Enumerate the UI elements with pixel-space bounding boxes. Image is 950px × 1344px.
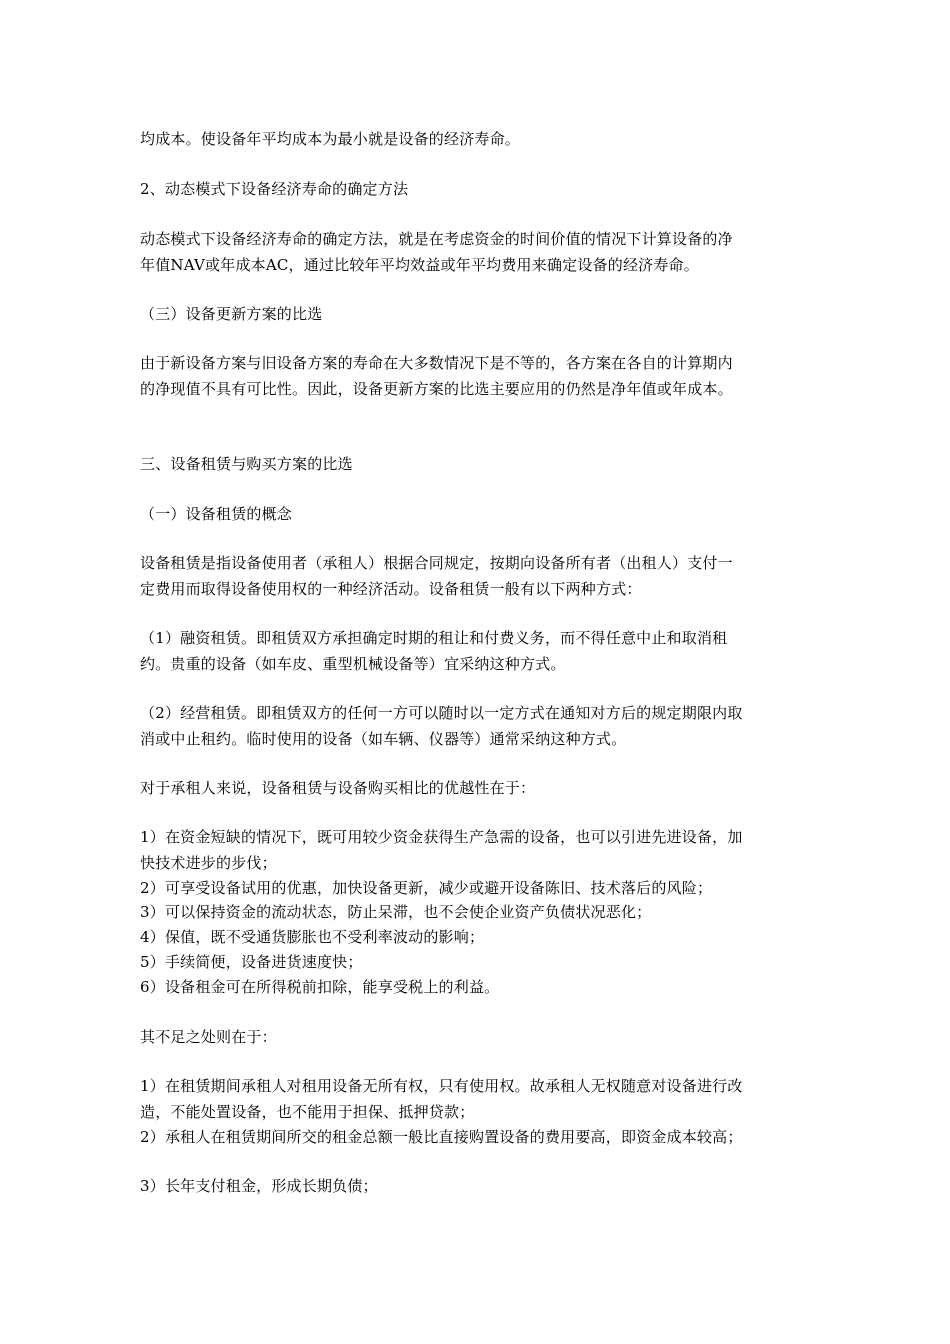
paragraph-line: 约。贵重的设备（如车皮、重型机械设备等）宜采纳这种方式。 — [140, 655, 566, 673]
paragraph-line: 设备租赁是指设备使用者（承租人）根据合同规定，按期向设备所有者（出租人）支付一 — [140, 554, 733, 572]
list-item: 3）可以保持资金的流动状态，防止呆滞，也不会使企业资产负债状况恶化； — [140, 903, 652, 921]
paragraph-line: （1）融资租赁。即租赁双方承担确定时期的租让和付费义务，而不得任意中止和取消租 — [140, 629, 728, 647]
paragraph-line: 消或中止租约。临时使用的设备（如车辆、仪器等）通常采纳这种方式。 — [140, 730, 627, 748]
paragraph-line: （2）经营租赁。即租赁双方的任何一方可以随时以一定方式在通知对方后的规定期限内取 — [140, 704, 743, 722]
list-item: 快技术进步的步伐； — [140, 854, 277, 872]
paragraph-line: 动态模式下设备经济寿命的确定方法，就是在考虑资金的时间价值的情况下计算设备的净 — [140, 230, 733, 248]
list-item: 造，不能处置设备，也不能用于担保、抵押贷款； — [140, 1103, 475, 1121]
list-item: 6）设备租金可在所得税前扣除，能享受税上的利益。 — [140, 978, 500, 996]
paragraph-line: 对于承租人来说，设备租赁与设备购买相比的优越性在于： — [140, 779, 536, 797]
section-heading: 三、设备租赁与购买方案的比选 — [140, 455, 353, 473]
paragraph-line: 年值NAV或年成本AC，通过比较年平均效益或年平均费用来确定设备的经济寿命。 — [140, 256, 699, 274]
list-item: 3）长年支付租金，形成长期负债； — [140, 1177, 378, 1195]
list-item: 1）在租赁期间承租人对租用设备无所有权，只有使用权。故承租人无权随意对设备进行改 — [140, 1077, 743, 1095]
paragraph-line: 的净现值不具有可比性。因此，设备更新方案的比选主要应用的仍然是净年值或年成本。 — [140, 380, 733, 398]
list-item: 5）手续简便，设备进货速度快； — [140, 953, 363, 971]
paragraph-line: 均成本。使设备年平均成本为最小就是设备的经济寿命。 — [140, 130, 521, 148]
section-heading: 2、动态模式下设备经济寿命的确定方法 — [140, 180, 409, 198]
list-item: 2）可享受设备试用的优惠，加快设备更新，减少或避开设备陈旧、技术落后的风险； — [140, 879, 713, 897]
section-heading: （三）设备更新方案的比选 — [140, 305, 323, 323]
paragraph-line: 由于新设备方案与旧设备方案的寿命在大多数情况下是不等的，各方案在各自的计算期内 — [140, 354, 733, 372]
list-item: 1）在资金短缺的情况下，既可用较少资金获得生产急需的设备，也可以引进先进设备，加 — [140, 828, 743, 846]
list-item: 4）保值，既不受通货膨胀也不受利率波动的影响； — [140, 928, 485, 946]
paragraph-line: 定费用而取得设备使用权的一种经济活动。设备租赁一般有以下两种方式： — [140, 580, 642, 598]
list-item: 2）承租人在租赁期间所交的租金总额一般比直接购置设备的费用要高，即资金成本较高； — [140, 1128, 743, 1146]
section-heading: （一）设备租赁的概念 — [140, 505, 293, 523]
paragraph-line: 其不足之处则在于： — [140, 1028, 277, 1046]
